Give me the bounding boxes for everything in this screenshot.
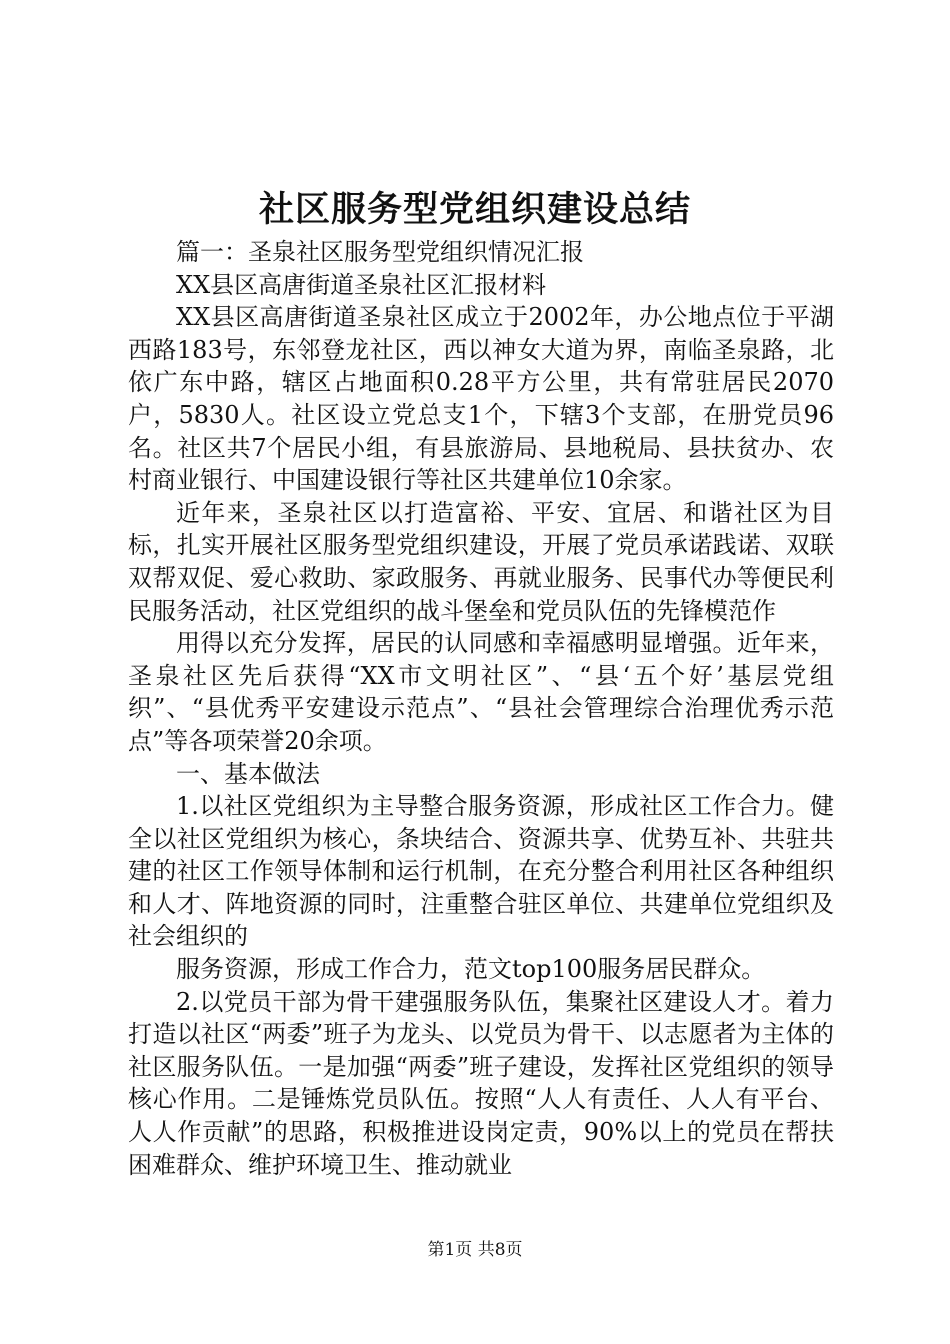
paragraph-point-1-continued: 服务资源，形成工作合力，范文top100服务居民群众。 bbox=[176, 955, 766, 984]
paragraph-intro: XX县区高唐街道圣泉社区成立于2002年，办公地点位于平湖西路183号，东邻登龙社区，西以神女大道为界，南临圣泉路，北依广东中路，辖区占地面积0.28平方公里，共有常驻居民2070户，5830人。社区设立党总支1个，下辖3个支部，在册党员96名。社区共7个居民小组，有县旅游局、县地税局、县扶贫办、农村商业银行、中国建设银行等社区共建单位10余家。 bbox=[128, 303, 834, 495]
document-body bbox=[128, 236, 834, 1181]
paragraph-section-heading: 篇一：圣泉社区服务型党组织情况汇报 bbox=[176, 238, 584, 266]
paragraph-honors: 用得以充分发挥，居民的认同感和幸福感明显增强。近年来，圣泉社区先后获得“XX市文明社区”、“县‘五个好’基层党组织”、“县优秀平安建设示范点”、“县社会管理综合治理优秀示范点”等各项荣誉20余项。 bbox=[128, 629, 834, 755]
paragraph-report-title: XX县区高唐街道圣泉社区汇报材料 bbox=[176, 270, 547, 299]
page-number-footer: 第1页 共8页 bbox=[427, 1240, 523, 1260]
paragraph-point-2: 2.以党员干部为骨干建强服务队伍，集聚社区建设人才。着力打造以社区“两委”班子为龙头、以党员为骨干、以志愿者为主体的社区服务队伍。一是加强“两委”班子建设，发挥社区党组织的领导核心作用。二是锤炼党员队伍。按照“人人有责任、人人有平台、人人作贡献”的思路，积极推进设岗定责，90%以上的党员在帮扶困难群众、维护环境卫生、推动就业 bbox=[128, 987, 834, 1179]
paragraph-basic-practice-heading: 一、基本做法 bbox=[176, 759, 320, 788]
document-title: 社区服务型党组织建设总结 bbox=[258, 189, 691, 230]
paragraph-recent-years: 近年来，圣泉社区以打造富裕、平安、宜居、和谐社区为目标，扎实开展社区服务型党组织建设，开展了党员承诺践诺、双联双帮双促、爱心救助、家政服务、再就业服务、民事代办等便民利民服务活动，社区党组织的战斗堡垒和党员队伍的先锋模范作 bbox=[128, 498, 834, 625]
paragraph-point-1: 1.以社区党组织为主导整合服务资源，形成社区工作合力。健全以社区党组织为核心，条块结合、资源共享、优势互补、共驻共建的社区工作领导体制和运行机制，在充分整合利用社区各种组织和人才、阵地资源的同时，注重整合驻区单位、共建单位党组织及社会组织的 bbox=[128, 792, 834, 951]
